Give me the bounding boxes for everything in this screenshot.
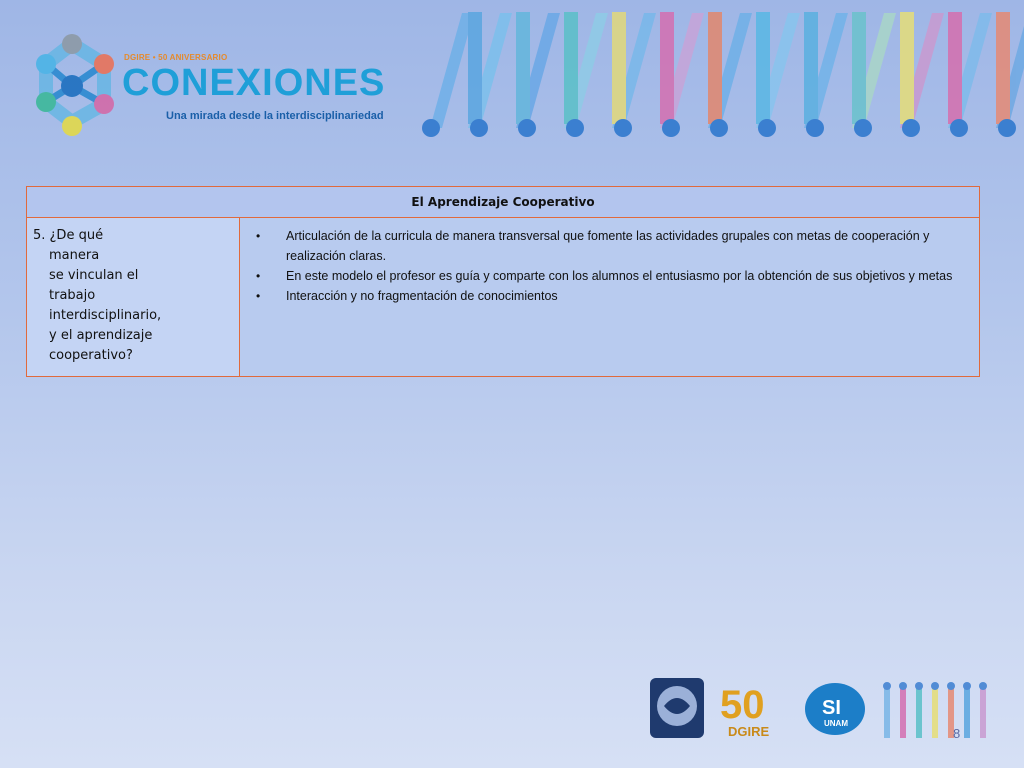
anniversary-label: DGIRE • 50 ANIVERSARIO — [124, 53, 228, 62]
question-cell — [27, 218, 240, 377]
footer-logos — [646, 676, 1006, 742]
page-number: 8 — [953, 726, 961, 741]
question-line: 5. ¿De qué — [33, 228, 104, 243]
answers-cell — [240, 218, 980, 377]
list-item — [250, 286, 969, 364]
bullet-dot-icon: • — [256, 289, 261, 303]
logo-subtitle: Una mirada desde la interdisciplinariedad — [166, 110, 384, 122]
network-molecule-icon — [24, 30, 134, 145]
answer-text: En este modelo el profesor es guía y comparte con los alumnos el entusiasmo por la obtención de sus objetivos y metas — [286, 269, 953, 283]
logo-title: CONEXIONES — [122, 62, 386, 104]
answers-list — [250, 226, 969, 364]
question-line: trabajo — [49, 288, 96, 303]
table-caption: El Aprendizaje Cooperativo — [27, 187, 980, 218]
svg-text:DGIRE: DGIRE — [728, 724, 770, 739]
answer-text: Interacción y no fragmentación de conocimientos — [286, 289, 558, 303]
question-line: cooperativo? — [49, 348, 133, 363]
conexiones-stripes-logo-icon — [883, 682, 987, 738]
bullet-dot-icon: • — [256, 229, 261, 243]
question-line: y el aprendizaje — [49, 328, 153, 343]
list-item — [250, 266, 969, 286]
svg-text:50: 50 — [720, 683, 765, 727]
question-line: se vinculan el — [49, 268, 139, 283]
question-line: manera — [49, 248, 100, 263]
cooperative-learning-table — [26, 186, 980, 377]
bullet-dot-icon: • — [256, 269, 261, 283]
si-unam-logo-icon — [805, 683, 865, 735]
list-item — [250, 226, 969, 266]
decorative-stripes — [410, 8, 1024, 148]
unam-seal-icon — [650, 678, 704, 738]
answer-text: Articulación de la curricula de manera transversal que fomente las actividades grupales con metas de cooperación y realización claras. — [286, 229, 930, 263]
50-dgire-logo-icon — [720, 683, 770, 739]
svg-text:SI: SI — [822, 697, 841, 719]
question-line: interdisciplinario, — [49, 308, 162, 323]
svg-text:UNAM: UNAM — [824, 719, 848, 728]
